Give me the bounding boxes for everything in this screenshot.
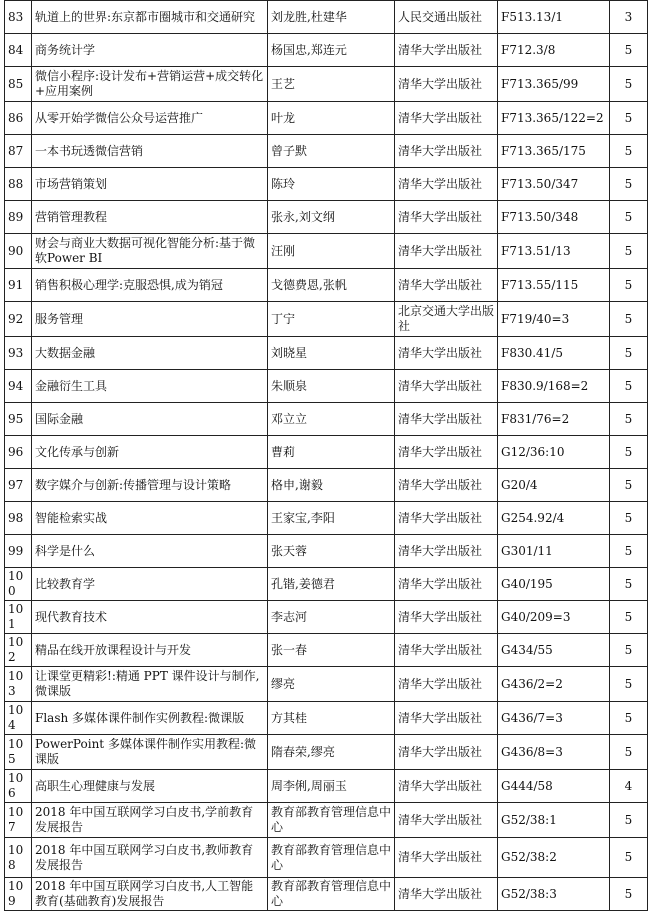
table-row bbox=[5, 201, 648, 234]
book-title: 金融衍生工具 bbox=[32, 370, 268, 403]
book-call-number: F830.9/168=2 bbox=[498, 370, 610, 403]
book-call-number: G40/209=3 bbox=[498, 601, 610, 634]
table-row bbox=[5, 601, 648, 634]
book-quantity: 5 bbox=[610, 436, 648, 469]
book-call-number: F712.3/8 bbox=[498, 34, 610, 67]
book-quantity: 5 bbox=[610, 838, 648, 878]
table-row bbox=[5, 469, 648, 502]
book-title: 一本书玩透微信营销 bbox=[32, 135, 268, 168]
book-title: 服务管理 bbox=[32, 302, 268, 337]
book-call-number: G436/8=3 bbox=[498, 735, 610, 770]
book-title: 轨道上的世界:东京都市圈城市和交通研究 bbox=[32, 1, 268, 34]
table-row bbox=[5, 302, 648, 337]
book-call-number: F713.55/115 bbox=[498, 269, 610, 302]
book-number: 103 bbox=[5, 667, 32, 702]
book-quantity: 5 bbox=[610, 135, 648, 168]
book-quantity: 5 bbox=[610, 302, 648, 337]
book-author: 朱顺泉 bbox=[268, 370, 395, 403]
book-call-number: G40/195 bbox=[498, 568, 610, 601]
book-author: 李志河 bbox=[268, 601, 395, 634]
book-title: 营销管理教程 bbox=[32, 201, 268, 234]
table-row bbox=[5, 269, 648, 302]
book-author: 孔锴,姜德君 bbox=[268, 568, 395, 601]
book-number: 83 bbox=[5, 1, 32, 34]
book-publisher: 清华大学出版社 bbox=[395, 67, 498, 102]
book-author: 曾子默 bbox=[268, 135, 395, 168]
book-author: 曹莉 bbox=[268, 436, 395, 469]
book-title: 科学是什么 bbox=[32, 535, 268, 568]
book-author: 戈德费恩,张帆 bbox=[268, 269, 395, 302]
book-number: 86 bbox=[5, 102, 32, 135]
book-quantity: 5 bbox=[610, 168, 648, 201]
book-author: 陈玲 bbox=[268, 168, 395, 201]
book-call-number: F831/76=2 bbox=[498, 403, 610, 436]
book-title: 智能检索实战 bbox=[32, 502, 268, 535]
book-number: 97 bbox=[5, 469, 32, 502]
book-quantity: 3 bbox=[610, 1, 648, 34]
book-author: 隋春荣,缪亮 bbox=[268, 735, 395, 770]
book-number: 90 bbox=[5, 234, 32, 269]
book-title: 文化传承与创新 bbox=[32, 436, 268, 469]
book-author: 缪亮 bbox=[268, 667, 395, 702]
book-call-number: G12/36:10 bbox=[498, 436, 610, 469]
book-call-number: F713.365/175 bbox=[498, 135, 610, 168]
book-quantity: 5 bbox=[610, 469, 648, 502]
book-quantity: 5 bbox=[610, 370, 648, 403]
book-quantity: 5 bbox=[610, 403, 648, 436]
book-author: 教育部教育管理信息中心 bbox=[268, 878, 395, 911]
table-row bbox=[5, 370, 648, 403]
book-author: 杨国忠,郑连元 bbox=[268, 34, 395, 67]
table-row bbox=[5, 878, 648, 911]
table-row bbox=[5, 234, 648, 269]
book-author: 方其桂 bbox=[268, 702, 395, 735]
book-publisher: 清华大学出版社 bbox=[395, 403, 498, 436]
book-publisher: 清华大学出版社 bbox=[395, 269, 498, 302]
table-row bbox=[5, 67, 648, 102]
table-row bbox=[5, 34, 648, 67]
book-publisher: 人民交通出版社 bbox=[395, 1, 498, 34]
book-author: 张一春 bbox=[268, 634, 395, 667]
book-title: PowerPoint 多媒体课件制作实用教程:微课版 bbox=[32, 735, 268, 770]
table-row bbox=[5, 337, 648, 370]
book-call-number: F513.13/1 bbox=[498, 1, 610, 34]
table-row bbox=[5, 702, 648, 735]
book-number: 92 bbox=[5, 302, 32, 337]
book-number: 98 bbox=[5, 502, 32, 535]
book-title: 销售积极心理学:克服恐惧,成为销冠 bbox=[32, 269, 268, 302]
book-quantity: 4 bbox=[610, 770, 648, 803]
book-number: 94 bbox=[5, 370, 32, 403]
book-quantity: 5 bbox=[610, 269, 648, 302]
book-call-number: F830.41/5 bbox=[498, 337, 610, 370]
book-number: 87 bbox=[5, 135, 32, 168]
book-number: 96 bbox=[5, 436, 32, 469]
book-title: 从零开始学微信公众号运营推广 bbox=[32, 102, 268, 135]
book-quantity: 5 bbox=[610, 601, 648, 634]
book-title: 精品在线开放课程设计与开发 bbox=[32, 634, 268, 667]
book-quantity: 5 bbox=[610, 803, 648, 838]
book-call-number: F719/40=3 bbox=[498, 302, 610, 337]
book-title: 2018 年中国互联网学习白皮书,人工智能教育(基础教育)发展报告 bbox=[32, 878, 268, 911]
table-row bbox=[5, 667, 648, 702]
book-number: 100 bbox=[5, 568, 32, 601]
book-author: 叶龙 bbox=[268, 102, 395, 135]
table-row bbox=[5, 1, 648, 34]
table-row bbox=[5, 135, 648, 168]
book-call-number: F713.50/348 bbox=[498, 201, 610, 234]
book-author: 教育部教育管理信息中心 bbox=[268, 838, 395, 878]
book-publisher: 清华大学出版社 bbox=[395, 234, 498, 269]
book-title: 财会与商业大数据可视化智能分析:基于微软Power BI bbox=[32, 234, 268, 269]
book-call-number: G254.92/4 bbox=[498, 502, 610, 535]
book-call-number: F713.51/13 bbox=[498, 234, 610, 269]
book-publisher: 清华大学出版社 bbox=[395, 135, 498, 168]
book-publisher: 清华大学出版社 bbox=[395, 168, 498, 201]
book-publisher: 清华大学出版社 bbox=[395, 34, 498, 67]
table-row bbox=[5, 634, 648, 667]
book-call-number: G436/2=2 bbox=[498, 667, 610, 702]
book-publisher: 清华大学出版社 bbox=[395, 436, 498, 469]
table-row bbox=[5, 568, 648, 601]
book-quantity: 5 bbox=[610, 102, 648, 135]
book-call-number: F713.365/99 bbox=[498, 67, 610, 102]
book-call-number: G20/4 bbox=[498, 469, 610, 502]
book-author: 丁宁 bbox=[268, 302, 395, 337]
book-title: Flash 多媒体课件制作实例教程:微课版 bbox=[32, 702, 268, 735]
book-publisher: 清华大学出版社 bbox=[395, 667, 498, 702]
book-title: 2018 年中国互联网学习白皮书,学前教育发展报告 bbox=[32, 803, 268, 838]
book-quantity: 5 bbox=[610, 34, 648, 67]
book-publisher: 清华大学出版社 bbox=[395, 803, 498, 838]
table-row bbox=[5, 770, 648, 803]
book-author: 张天蓉 bbox=[268, 535, 395, 568]
book-quantity: 5 bbox=[610, 878, 648, 911]
table-row bbox=[5, 436, 648, 469]
book-number: 109 bbox=[5, 878, 32, 911]
book-quantity: 5 bbox=[610, 234, 648, 269]
book-title: 市场营销策划 bbox=[32, 168, 268, 201]
table-row bbox=[5, 735, 648, 770]
book-number: 95 bbox=[5, 403, 32, 436]
book-publisher: 清华大学出版社 bbox=[395, 502, 498, 535]
book-call-number: F713.365/122=2 bbox=[498, 102, 610, 135]
book-call-number: G52/38:2 bbox=[498, 838, 610, 878]
book-publisher: 清华大学出版社 bbox=[395, 838, 498, 878]
book-title: 高职生心理健康与发展 bbox=[32, 770, 268, 803]
book-quantity: 5 bbox=[610, 337, 648, 370]
book-publisher: 清华大学出版社 bbox=[395, 102, 498, 135]
book-number: 101 bbox=[5, 601, 32, 634]
book-call-number: G434/55 bbox=[498, 634, 610, 667]
table-row bbox=[5, 803, 648, 838]
book-publisher: 清华大学出版社 bbox=[395, 634, 498, 667]
book-author: 王艺 bbox=[268, 67, 395, 102]
table-row bbox=[5, 502, 648, 535]
book-quantity: 5 bbox=[610, 502, 648, 535]
book-author: 王家宝,李阳 bbox=[268, 502, 395, 535]
book-list-body bbox=[5, 1, 648, 911]
book-quantity: 5 bbox=[610, 667, 648, 702]
book-title: 大数据金融 bbox=[32, 337, 268, 370]
table-row bbox=[5, 535, 648, 568]
table-row bbox=[5, 168, 648, 201]
book-author: 周李俐,周丽玉 bbox=[268, 770, 395, 803]
book-title: 商务统计学 bbox=[32, 34, 268, 67]
book-publisher: 清华大学出版社 bbox=[395, 770, 498, 803]
book-publisher: 清华大学出版社 bbox=[395, 337, 498, 370]
table-row bbox=[5, 838, 648, 878]
book-author: 教育部教育管理信息中心 bbox=[268, 803, 395, 838]
table-row bbox=[5, 102, 648, 135]
book-call-number: G436/7=3 bbox=[498, 702, 610, 735]
book-list-table bbox=[4, 0, 648, 911]
book-number: 107 bbox=[5, 803, 32, 838]
book-publisher: 清华大学出版社 bbox=[395, 370, 498, 403]
book-number: 99 bbox=[5, 535, 32, 568]
book-title: 2018 年中国互联网学习白皮书,教师教育发展报告 bbox=[32, 838, 268, 878]
book-publisher: 北京交通大学出版社 bbox=[395, 302, 498, 337]
book-quantity: 5 bbox=[610, 735, 648, 770]
book-quantity: 5 bbox=[610, 535, 648, 568]
book-quantity: 5 bbox=[610, 702, 648, 735]
book-quantity: 5 bbox=[610, 67, 648, 102]
book-number: 91 bbox=[5, 269, 32, 302]
book-publisher: 清华大学出版社 bbox=[395, 469, 498, 502]
book-number: 105 bbox=[5, 735, 32, 770]
book-publisher: 清华大学出版社 bbox=[395, 735, 498, 770]
book-author: 刘龙胜,杜建华 bbox=[268, 1, 395, 34]
book-publisher: 清华大学出版社 bbox=[395, 601, 498, 634]
book-title: 微信小程序:设计发布+营销运营+成交转化+应用案例 bbox=[32, 67, 268, 102]
book-publisher: 清华大学出版社 bbox=[395, 878, 498, 911]
book-call-number: G301/11 bbox=[498, 535, 610, 568]
book-author: 刘晓星 bbox=[268, 337, 395, 370]
book-author: 邓立立 bbox=[268, 403, 395, 436]
book-quantity: 5 bbox=[610, 568, 648, 601]
book-title: 比较教育学 bbox=[32, 568, 268, 601]
book-number: 106 bbox=[5, 770, 32, 803]
book-number: 89 bbox=[5, 201, 32, 234]
book-number: 102 bbox=[5, 634, 32, 667]
book-publisher: 清华大学出版社 bbox=[395, 535, 498, 568]
book-title: 现代教育技术 bbox=[32, 601, 268, 634]
book-quantity: 5 bbox=[610, 201, 648, 234]
book-author: 汪刚 bbox=[268, 234, 395, 269]
book-publisher: 清华大学出版社 bbox=[395, 702, 498, 735]
book-author: 格申,谢毅 bbox=[268, 469, 395, 502]
book-number: 93 bbox=[5, 337, 32, 370]
book-title: 数字媒介与创新:传播管理与设计策略 bbox=[32, 469, 268, 502]
book-number: 88 bbox=[5, 168, 32, 201]
table-row bbox=[5, 403, 648, 436]
book-number: 85 bbox=[5, 67, 32, 102]
book-call-number: G444/58 bbox=[498, 770, 610, 803]
book-number: 108 bbox=[5, 838, 32, 878]
book-call-number: G52/38:3 bbox=[498, 878, 610, 911]
book-title: 国际金融 bbox=[32, 403, 268, 436]
book-call-number: F713.50/347 bbox=[498, 168, 610, 201]
book-title: 让课堂更精彩!:精通 PPT 课件设计与制作,微课版 bbox=[32, 667, 268, 702]
book-number: 84 bbox=[5, 34, 32, 67]
book-author: 张永,刘文纲 bbox=[268, 201, 395, 234]
book-quantity: 5 bbox=[610, 634, 648, 667]
book-call-number: G52/38:1 bbox=[498, 803, 610, 838]
book-number: 104 bbox=[5, 702, 32, 735]
book-publisher: 清华大学出版社 bbox=[395, 568, 498, 601]
book-publisher: 清华大学出版社 bbox=[395, 201, 498, 234]
